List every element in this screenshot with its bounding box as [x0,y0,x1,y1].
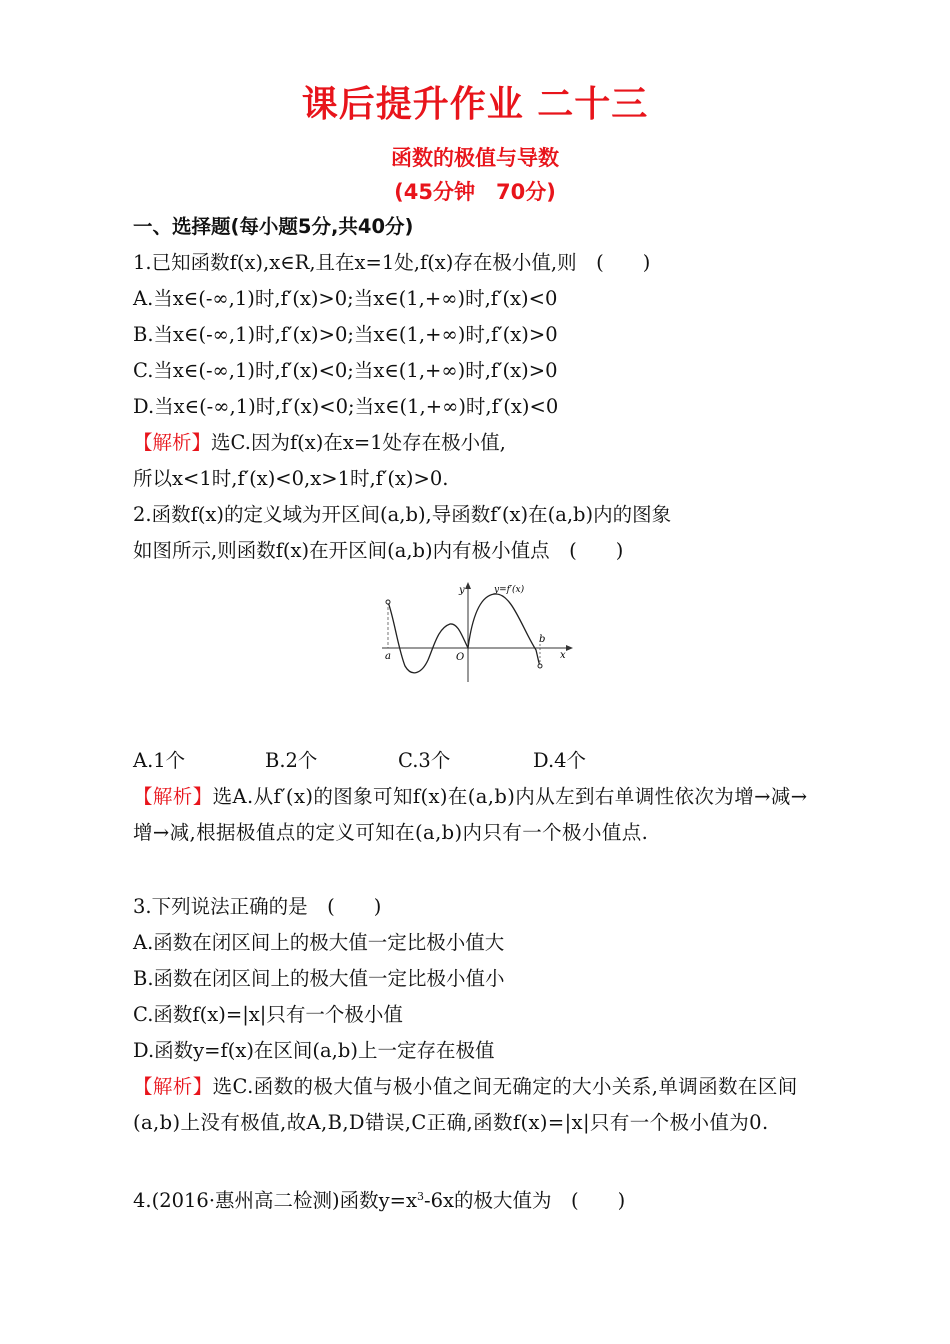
q1-option-b: B.当x∈(-∞,1)时,f′(x)>0;当x∈(1,+∞)时,f′(x)>0 [133,323,558,346]
page-subtitle: 函数的极值与导数 [391,146,559,170]
q4-exponent: 3 [417,1190,424,1203]
q3-stem: 3.下列说法正确的是 ( ) [133,895,382,918]
time-score: (45分钟 70分) [394,180,556,204]
q3-option-d: D.函数y=f(x)在区间(a,b)上一定存在极值 [133,1039,495,1062]
y-label: y [459,585,465,596]
analysis-tag: 【解析】 [133,431,212,454]
b-label: b [539,634,546,645]
curve-label: y=f′(x) [494,585,525,595]
y-axis-arrow [465,582,471,589]
q2-option-d: D.4个 [533,749,587,772]
section-heading: 一、选择题(每小题5分,共40分) [133,215,414,238]
q2-stem-1: 2.函数f(x)的定义域为开区间(a,b),导函数f′(x)在(a,b)内的图象 [133,503,672,526]
q2-analysis-text: 选A.从f′(x)的图象可知f(x)在(a,b)内从左到右单调性依次为增→减→增→减,根据极值点的定义可知在(a,b)内只有一个极小值点. [133,785,808,844]
derivative-graph [376,578,576,688]
q2-option-c: C.3个 [398,749,451,772]
q1-analysis-text: 选C.因为f(x)在x=1处存在极小值, [211,431,506,454]
q1-analysis [133,425,823,461]
q3-option-c: C.函数f(x)=|x|只有一个极小值 [133,1003,403,1026]
q1-option-d: D.当x∈(-∞,1)时,f′(x)<0;当x∈(1,+∞)时,f′(x)<0 [133,395,559,418]
start-open-point [386,600,390,604]
q1-option-a: A.当x∈(-∞,1)时,f′(x)>0;当x∈(1,+∞)时,f′(x)<0 [133,287,558,310]
page-title: 课后提升作业 二十三 [301,84,649,125]
q4-stem [133,1179,823,1219]
q3-analysis-text: 选C.函数的极大值与极小值之间无确定的大小关系,单调函数在区间(a,b)上没有极值,故A,B,D错误,C正确,函数f(x)=|x|只有一个极小值为0. [133,1075,798,1134]
end-open-point [538,664,542,668]
x-label: x [560,650,566,661]
q2-analysis [133,779,823,851]
q1-stem: 1.已知函数f(x),x∈R,且在x=1处,f(x)存在极小值,则 ( ) [133,251,651,274]
analysis-tag: 【解析】 [133,1075,213,1098]
q4-stem-part-a: 4.(2016·惠州高二检测)函数y=x [133,1189,417,1212]
q4-stem-part-b: -6x的极大值为 ( ) [424,1189,626,1212]
q3-option-b: B.函数在闭区间上的极大值一定比极小值小 [133,967,505,990]
origin-label: O [456,652,465,663]
q3-option-a: A.函数在闭区间上的极大值一定比极小值大 [133,931,505,954]
q1-analysis-2: 所以x<1时,f′(x)<0,x>1时,f′(x)>0. [133,467,449,490]
q2-option-a: A.1个 [133,749,186,772]
q3-analysis [133,1069,823,1141]
analysis-tag: 【解析】 [133,785,213,808]
a-label: a [385,651,391,662]
q2-stem-2: 如图所示,则函数f(x)在开区间(a,b)内有极小值点 ( ) [133,539,624,562]
x-axis-arrow [566,645,573,651]
q2-option-b: B.2个 [265,749,318,772]
q1-option-c: C.当x∈(-∞,1)时,f′(x)<0;当x∈(1,+∞)时,f′(x)>0 [133,359,558,382]
